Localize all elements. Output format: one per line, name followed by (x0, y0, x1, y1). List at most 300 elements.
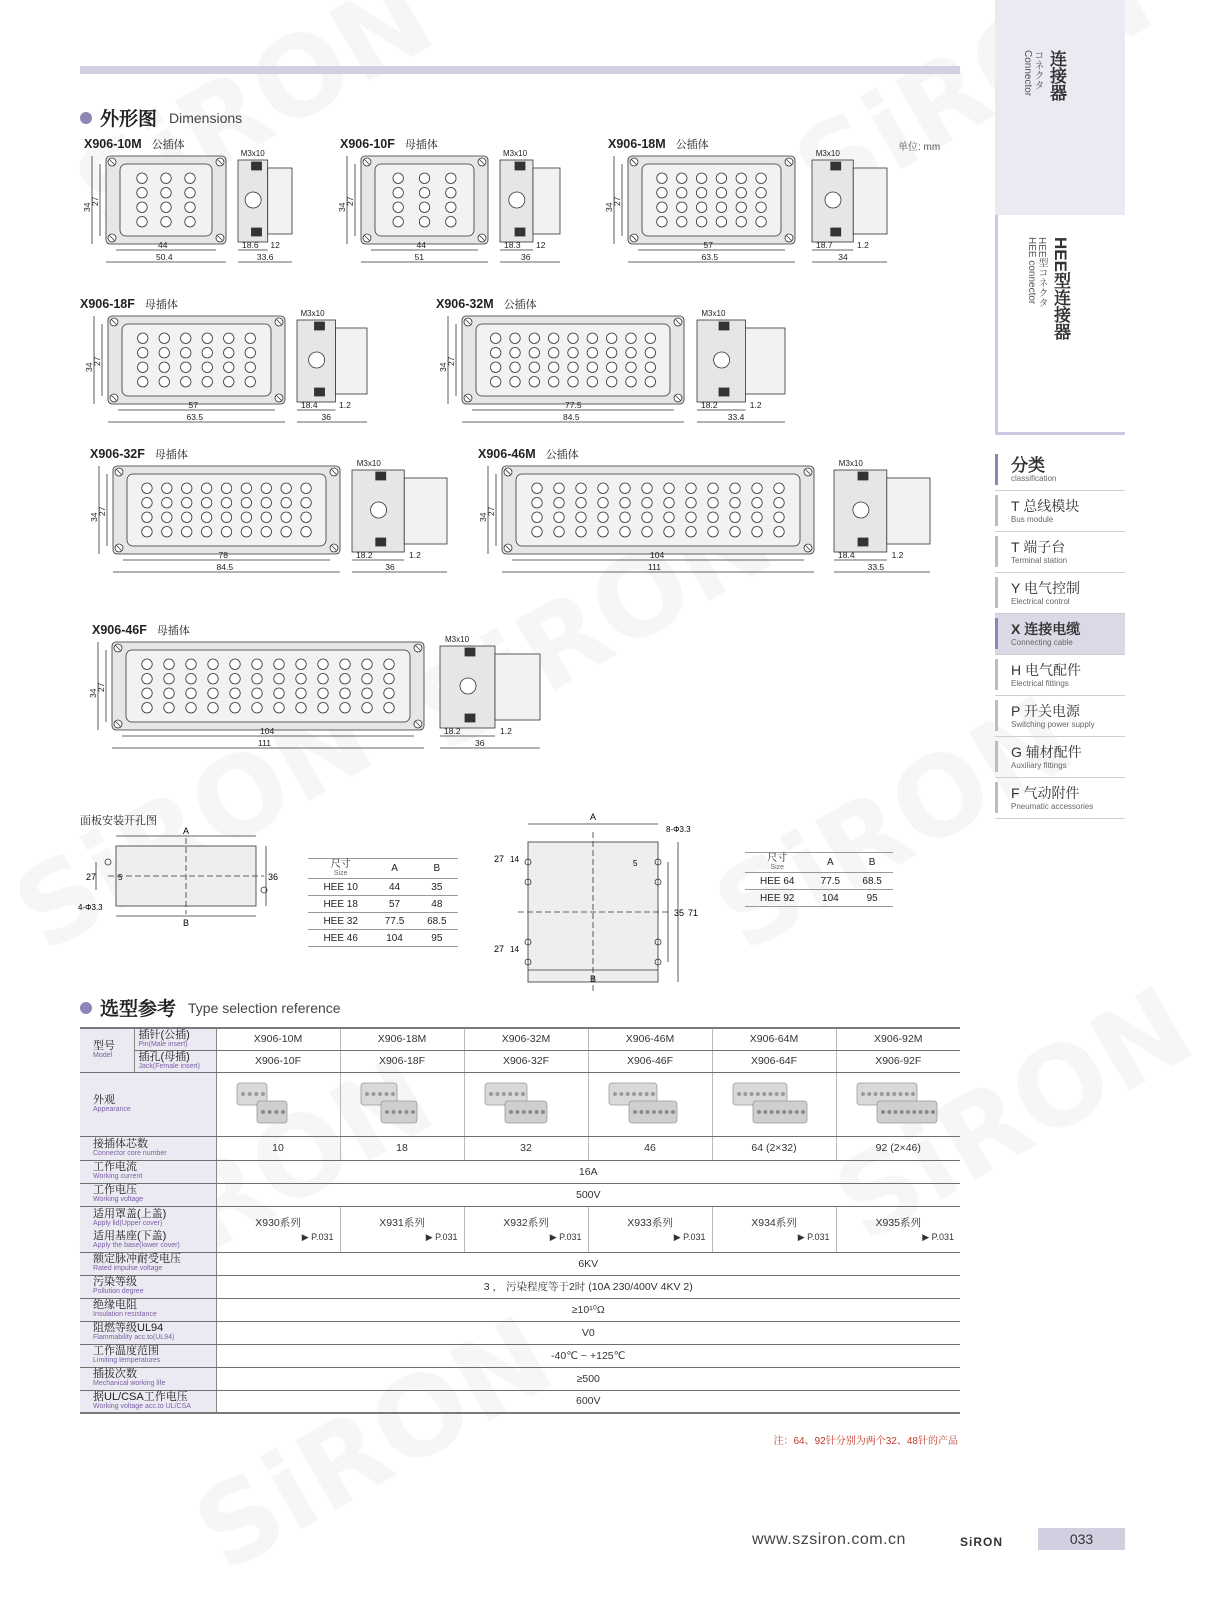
contact-pin (261, 498, 271, 508)
dim-width-inner: 57 (703, 240, 713, 250)
dim-height-inner: 27 (97, 506, 107, 516)
dim-side-depth: 18.7 (816, 240, 833, 250)
contact-pin (664, 498, 674, 508)
contact-pin (362, 659, 372, 669)
contact-pin (419, 217, 429, 227)
contact-pin (446, 202, 456, 212)
dim-side-flange: 12 (536, 240, 546, 250)
dim-height-outer: 34 (84, 362, 94, 372)
connector-drawing (478, 459, 964, 604)
product-photo (340, 1072, 464, 1136)
product-photo (588, 1072, 712, 1136)
contact-pin (568, 333, 578, 343)
contact-pin (756, 173, 766, 183)
selection-heading-zh: 选型参考 (100, 999, 177, 1020)
contact-pin (730, 527, 740, 537)
dim-side-total: 33.6 (256, 252, 274, 262)
drawing-part-type: 母插体 (144, 299, 178, 311)
contact-pin (245, 333, 255, 343)
product-photo (464, 1072, 588, 1136)
drawing-part-type: 公插体 (151, 139, 185, 151)
dim-height-inner: 27 (612, 196, 622, 206)
hee-title: HEE型连接器 (1051, 237, 1070, 340)
connector-photo-icon (223, 1075, 333, 1131)
dim-width-inner: 77.5 (565, 400, 582, 410)
contact-pin (142, 659, 152, 669)
screw-head (376, 472, 386, 480)
contact-pin (677, 217, 687, 227)
dim-35: 35 (674, 908, 685, 918)
contact-pin (529, 362, 539, 372)
contact-pin (274, 703, 284, 713)
contact-pin (281, 498, 291, 508)
contact-pin (181, 333, 191, 343)
dim-width-outer: 111 (258, 738, 271, 748)
contact-pin (708, 483, 718, 493)
contact-pin (510, 362, 520, 372)
hee-connector-tab (995, 215, 1125, 435)
contact-pin (161, 188, 171, 198)
unit-label: 单位: mm (898, 142, 941, 153)
connector-photo-icon (843, 1075, 953, 1131)
contact-pin (142, 703, 152, 713)
screw-spec: M3x10 (445, 635, 470, 644)
connector-drawing (84, 309, 401, 454)
locking-screw (714, 352, 730, 368)
contact-pin (181, 348, 191, 358)
hee-title-en: HEE connector (1026, 237, 1037, 305)
hee-title-jp: HEE型コネクタ (1036, 237, 1047, 308)
panel-cutout-small (78, 828, 278, 938)
contact-pin (142, 483, 152, 493)
contact-pin (642, 483, 652, 493)
contact-pin (657, 173, 667, 183)
drawing-part-number: X906-18F (80, 297, 135, 311)
page-link[interactable]: ▶ P.031 (549, 1232, 582, 1242)
drawing-part-number: X906-46M (478, 447, 536, 461)
menu-bus-module[interactable]: T 总线模块 Bus module (995, 491, 1125, 532)
dim-height-outer: 34 (478, 512, 488, 522)
contact-pin (774, 498, 784, 508)
dim-side-flange: 1.2 (339, 400, 351, 410)
menu-connecting-cable[interactable]: X 连接电缆 Connecting cable (995, 614, 1125, 655)
product-photo (836, 1072, 960, 1136)
connector-drawing (438, 309, 819, 454)
drawing-part-number: X906-18M (608, 137, 666, 151)
contact-pin (708, 527, 718, 537)
dimensions-heading-zh: 外形图 (100, 109, 158, 130)
contact-pin (548, 362, 558, 372)
contact-pin (142, 688, 152, 698)
contact-pin (137, 173, 147, 183)
top-accent-bar (80, 66, 960, 74)
contact-pin (446, 173, 456, 183)
side-contacts (268, 168, 292, 234)
contact-pin (393, 202, 403, 212)
side-contacts (533, 168, 560, 234)
contact-pin (620, 498, 630, 508)
dim-height-outer: 34 (438, 362, 448, 372)
menu-switching-power[interactable]: P 开关电源 Switching power supply (995, 696, 1125, 737)
contact-pin (164, 659, 174, 669)
contact-pin (202, 348, 212, 358)
contact-pin (657, 188, 667, 198)
contact-pin (252, 659, 262, 669)
dim-side-depth: 18.4 (301, 400, 318, 410)
page-link[interactable]: ▶ P.031 (673, 1232, 706, 1242)
contact-pin (224, 377, 234, 387)
contact-pin (419, 202, 429, 212)
contact-pin (182, 512, 192, 522)
contact-pin (587, 377, 597, 387)
contact-pin (161, 173, 171, 183)
contact-pin (752, 527, 762, 537)
dim-height-outer: 34 (89, 512, 99, 522)
contact-pin (554, 483, 564, 493)
contact-pin (529, 348, 539, 358)
cutout-size-table-2: 尺寸 Size A B HEE 64 77.5 68.5 HEE 92 104 95 (745, 852, 893, 907)
contact-pin (181, 377, 191, 387)
table-row: 外观 Appearance (80, 1072, 960, 1136)
screw-head (515, 162, 525, 170)
contact-pin (606, 333, 616, 343)
contact-pin (137, 188, 147, 198)
dim-height-inner: 27 (96, 682, 106, 692)
contact-pin (362, 674, 372, 684)
product-photo (712, 1072, 836, 1136)
contact-pin (576, 527, 586, 537)
contact-pin (138, 377, 148, 387)
contact-pin (708, 498, 718, 508)
contact-pin (756, 188, 766, 198)
contact-pin (186, 659, 196, 669)
contact-pin (261, 527, 271, 537)
contact-pin (576, 512, 586, 522)
contact-pin (529, 333, 539, 343)
mount-hole (105, 859, 111, 865)
contact-pin (642, 527, 652, 537)
dim-hole: 8-Φ3.3 (666, 825, 691, 834)
side-contacts (745, 328, 785, 394)
dim-side-flange: 12 (270, 240, 280, 250)
contact-pin (202, 362, 212, 372)
screw-head (831, 228, 841, 236)
dim-width-outer: 51 (414, 252, 424, 262)
panel-cutout-large (488, 812, 728, 1002)
contact-pin (664, 527, 674, 537)
dim-height-outer: 34 (82, 202, 92, 212)
dim-a: A (590, 812, 597, 822)
screw-spec: M3x10 (838, 459, 863, 468)
screw-head (252, 228, 262, 236)
contact-pin (554, 498, 564, 508)
screw-spec: M3x10 (503, 149, 528, 158)
drawing-part-type: 公插体 (503, 299, 537, 311)
bullet-icon (80, 1002, 92, 1014)
contact-pin (208, 703, 218, 713)
drawing-part-type: 母插体 (404, 139, 438, 151)
dim-height-outer: 34 (88, 688, 98, 698)
contact-pin (393, 173, 403, 183)
contact-pin (161, 202, 171, 212)
screw-head (376, 538, 386, 546)
contact-pin (490, 377, 500, 387)
dim-width-outer: 50.4 (156, 252, 173, 262)
contact-pin (696, 173, 706, 183)
contact-pin (245, 362, 255, 372)
contact-pin (730, 483, 740, 493)
contact-pin (261, 512, 271, 522)
page-link[interactable]: ▶ P.031 (797, 1232, 830, 1242)
screw-head (858, 472, 868, 480)
contact-pin (645, 348, 655, 358)
contact-pin (318, 688, 328, 698)
contact-pin (419, 173, 429, 183)
contact-pin (274, 674, 284, 684)
dim-a: A (183, 826, 190, 836)
contact-pin (224, 362, 234, 372)
contact-pin (686, 483, 696, 493)
contact-pin (252, 674, 262, 684)
dim-width-outer: 111 (648, 562, 661, 572)
table-row: 据UL/CSA工作电压 Working voltage acc.to UL/CSA 600V (80, 1390, 960, 1413)
page-link[interactable]: ▶ P.031 (301, 1232, 334, 1242)
table-row: 工作温度范围 Limiting temperatures -40℃ ~ +125℃ (80, 1344, 960, 1367)
menu-auxiliary-fittings[interactable]: G 辅材配件 Auxiliary fittings (995, 737, 1125, 778)
contact-pin (657, 217, 667, 227)
screw-spec: M3x10 (356, 459, 381, 468)
contact-pin (446, 217, 456, 227)
contact-pin (576, 498, 586, 508)
contact-pin (274, 659, 284, 669)
contact-pin (756, 202, 766, 212)
contact-pin (510, 333, 520, 343)
screw-head (858, 538, 868, 546)
contact-pin (554, 512, 564, 522)
table-row: 型号 Model 插针(公插) Pin(Male insert) X906-10M X906-18M X906-32M X906-46M X906-64M X906-92M (80, 1028, 960, 1050)
contact-pin (696, 202, 706, 212)
contact-pin (241, 483, 251, 493)
contact-pin (696, 217, 706, 227)
screw-spec: M3x10 (300, 309, 325, 318)
contact-pin (686, 512, 696, 522)
contact-pin (384, 703, 394, 713)
locking-screw (825, 192, 841, 208)
contact-pin (182, 527, 192, 537)
contact-pin (340, 674, 350, 684)
contact-pin (686, 498, 696, 508)
contact-pin (756, 217, 766, 227)
contact-pin (598, 527, 608, 537)
table-row: HEE 92 104 95 (745, 890, 893, 907)
contact-pin (241, 527, 251, 537)
connector-drawing (88, 635, 574, 780)
dim-width-outer: 84.5 (563, 412, 580, 422)
contact-pin (532, 483, 542, 493)
table-row: 阻燃等级UL94 Flammability acc.to(UL94) V0 (80, 1321, 960, 1344)
contact-pin (548, 377, 558, 387)
contact-pin (221, 527, 231, 537)
contact-pin (598, 512, 608, 522)
contact-pin (736, 217, 746, 227)
contact-pin (252, 703, 262, 713)
dim-side-depth: 18.6 (242, 240, 259, 250)
contact-pin (554, 527, 564, 537)
contact-pin (664, 512, 674, 522)
dim-side-total: 34 (838, 252, 848, 262)
dim-side-depth: 18.2 (444, 726, 461, 736)
contact-pin (318, 674, 328, 684)
dim-side-total: 36 (321, 412, 331, 422)
page-number: 033 (1038, 1528, 1125, 1550)
contact-pin (182, 498, 192, 508)
contact-pin (716, 173, 726, 183)
locking-screw (371, 502, 387, 518)
contact-pin (252, 688, 262, 698)
contact-pin (159, 333, 169, 343)
table-row: 污染等级 Pollution degree 3 ， 污染程度等于2时 (10A 230/400V 4KV 2) (80, 1275, 960, 1298)
dim-height-inner: 27 (345, 196, 355, 206)
contact-pin (752, 512, 762, 522)
contact-pin (230, 688, 240, 698)
contact-pin (159, 348, 169, 358)
contact-pin (419, 188, 429, 198)
locking-screw (309, 352, 325, 368)
category-sidebar (995, 0, 1125, 830)
table-row: 接插体芯数 Connector core number 10 18 32 46 64 (2×32) 92 (2×46) (80, 1136, 960, 1160)
contact-pin (576, 483, 586, 493)
screw-head (315, 388, 325, 396)
contact-pin (281, 527, 291, 537)
contact-pin (510, 377, 520, 387)
contact-pin (626, 362, 636, 372)
contact-pin (137, 202, 147, 212)
contact-pin (657, 202, 667, 212)
contact-pin (245, 348, 255, 358)
contact-pin (245, 377, 255, 387)
contact-pin (142, 512, 152, 522)
contact-pin (598, 498, 608, 508)
dim-width-inner: 104 (260, 726, 275, 736)
dim-5: 5 (633, 859, 638, 868)
dim-height-inner: 27 (92, 356, 102, 366)
contact-pin (620, 512, 630, 522)
screw-head (831, 162, 841, 170)
contact-pin (164, 688, 174, 698)
contact-pin (261, 483, 271, 493)
menu-pneumatic[interactable]: F 气动附件 Pneumatic accessories (995, 778, 1125, 819)
menu-electrical-control[interactable]: Y 电气控制 Electrical control (995, 573, 1125, 614)
table-row: 插拔次数 Mechanical working life ≥500 (80, 1367, 960, 1390)
dim-side-total: 36 (521, 252, 531, 262)
drawing-part-number: X906-10M (84, 137, 142, 151)
contact-pin (677, 188, 687, 198)
contact-pin (181, 362, 191, 372)
connector-photo-icon (719, 1075, 829, 1131)
dim-side-total: 33.5 (867, 562, 885, 572)
contact-pin (677, 202, 687, 212)
contact-pin (230, 674, 240, 684)
contact-pin (664, 483, 674, 493)
contact-pin (208, 674, 218, 684)
screw-head (719, 388, 729, 396)
menu-terminal-station[interactable]: T 端子台 Terminal station (995, 532, 1125, 573)
table-row: HEE 64 77.5 68.5 (745, 873, 893, 890)
table-row: HEE 18 57 48 (308, 896, 458, 913)
contact-pin (645, 377, 655, 387)
dim-width-inner: 44 (158, 240, 168, 250)
contact-pin (142, 527, 152, 537)
contact-pin (281, 483, 291, 493)
contact-pin (362, 688, 372, 698)
contact-pin (736, 188, 746, 198)
dim-width-inner: 44 (416, 240, 426, 250)
menu-electrical-fittings[interactable]: H 电气配件 Electrical fittings (995, 655, 1125, 696)
contact-pin (642, 512, 652, 522)
drawing-part-number: X906-10F (340, 137, 395, 151)
contact-pin (301, 527, 311, 537)
screw-spec: M3x10 (240, 149, 265, 158)
dim-width-inner: 78 (218, 550, 228, 560)
side-contacts (495, 654, 540, 720)
locking-screw (853, 502, 869, 518)
contact-pin (186, 674, 196, 684)
table-row: 工作电流 Working current 16A (80, 1160, 960, 1183)
connector-drawing (604, 149, 921, 294)
contact-pin (446, 188, 456, 198)
contact-pin (201, 527, 211, 537)
website-url[interactable]: www.szsiron.com.cn (752, 1531, 906, 1548)
contact-pin (686, 527, 696, 537)
contact-pin (230, 703, 240, 713)
dim-side-total: 36 (475, 738, 485, 748)
contact-pin (185, 188, 195, 198)
contact-pin (587, 362, 597, 372)
dim-27: 27 (494, 944, 505, 954)
dim-side-flange: 1.2 (409, 550, 421, 560)
dim-side-flange: 1.2 (749, 400, 762, 410)
contact-pin (301, 498, 311, 508)
page-link[interactable]: ▶ P.031 (425, 1232, 458, 1242)
screw-head (719, 322, 729, 330)
dimensions-heading (80, 104, 242, 131)
contact-pin (182, 483, 192, 493)
locking-screw (509, 192, 525, 208)
screw-head (465, 714, 475, 722)
dim-side-depth: 18.4 (838, 550, 855, 560)
contact-pin (296, 703, 306, 713)
dim-27: 27 (494, 854, 505, 864)
contact-pin (340, 659, 350, 669)
contact-pin (301, 483, 311, 493)
contact-pin (384, 688, 394, 698)
table-row: 插孔(母插) Jack(Female insert) X906-10F X906-18F X906-32F X906-46F X906-64F X906-92F (80, 1050, 960, 1072)
contact-pin (716, 217, 726, 227)
contact-pin (162, 527, 172, 537)
contact-pin (774, 483, 784, 493)
contact-pin (548, 348, 558, 358)
drawing-part-type: 母插体 (154, 449, 188, 461)
locking-screw (460, 678, 476, 694)
contact-pin (208, 659, 218, 669)
bullet-icon (80, 112, 92, 124)
connector-tab (995, 0, 1125, 215)
page-link[interactable]: ▶ P.031 (922, 1232, 954, 1242)
contact-pin (340, 703, 350, 713)
dim-side-depth: 18.3 (504, 240, 521, 250)
contact-pin (296, 674, 306, 684)
contact-pin (490, 348, 500, 358)
